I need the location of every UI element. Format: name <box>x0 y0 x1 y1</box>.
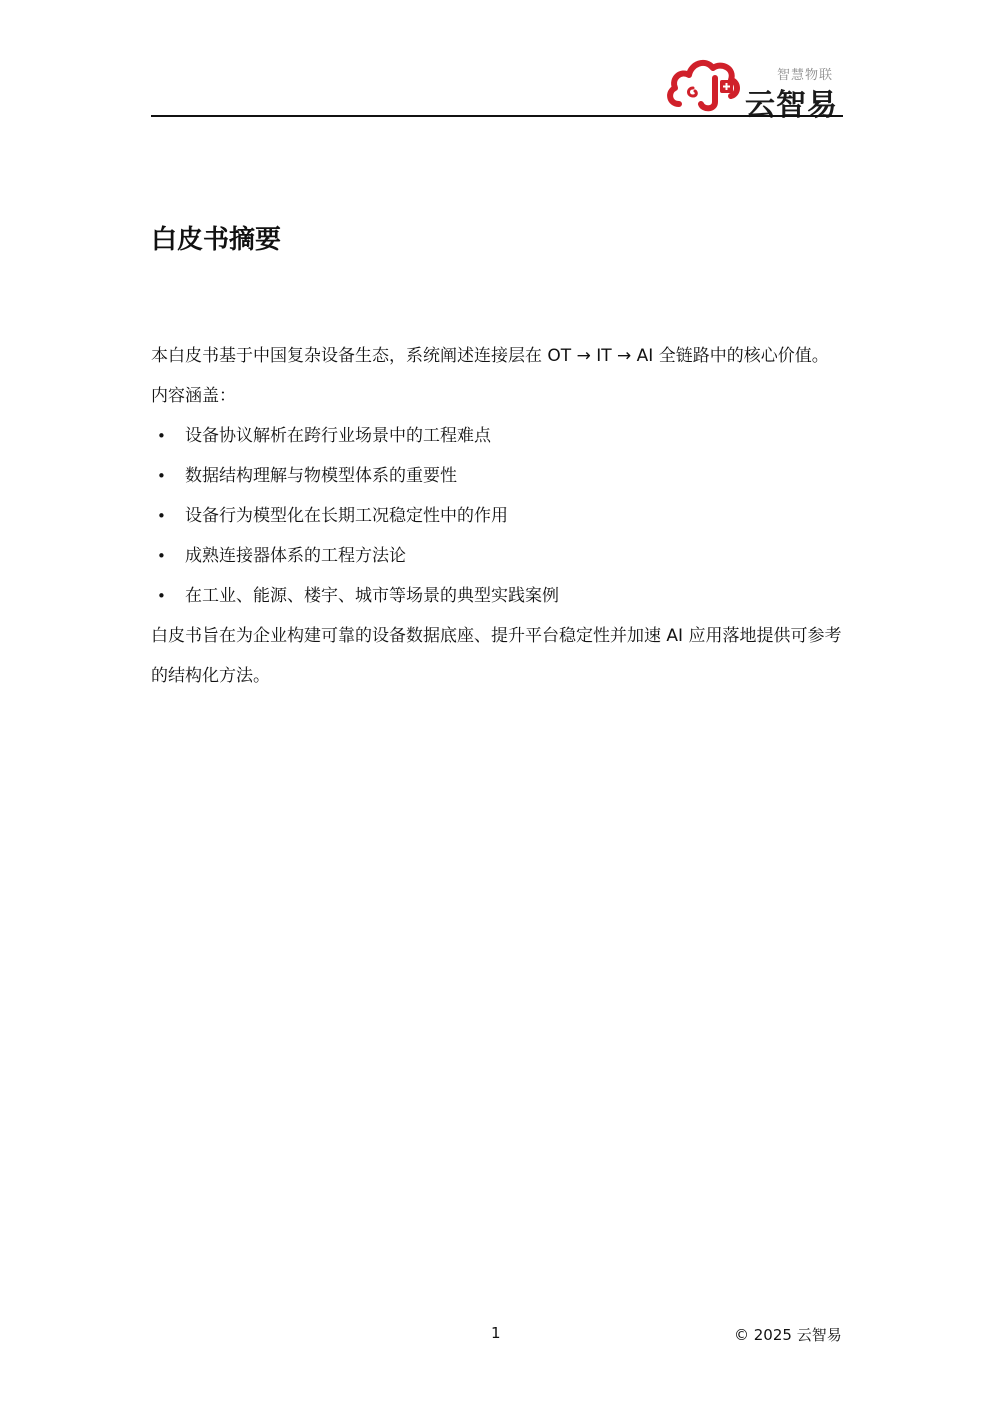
intro-paragraph: 本白皮书基于中国复杂设备生态，系统阐述连接层在 OT → IT → AI 全链路中的核心价值。 <box>151 346 829 366</box>
page-number: 1 <box>491 1324 501 1342</box>
list-item-text: 在工业、能源、楼宇、城市等场景的典型实践案例 <box>185 586 559 606</box>
header-divider <box>151 115 843 117</box>
page-title: 白皮书摘要 <box>151 225 282 255</box>
brand-logo <box>665 46 843 123</box>
list-item <box>151 496 843 536</box>
bullet-icon: • <box>157 427 166 445</box>
bullet-icon: • <box>157 467 166 485</box>
list-item <box>151 416 843 456</box>
bullet-icon: • <box>157 507 166 525</box>
bullet-icon: • <box>157 587 166 605</box>
copyright-notice: © 2025 云智易 <box>734 1326 842 1344</box>
logo-tagline: 智慧物联 <box>777 68 834 83</box>
list-item <box>151 536 843 576</box>
list-item-text: 数据结构理解与物模型体系的重要性 <box>185 466 457 486</box>
list-item-text: 成熟连接器体系的工程方法论 <box>185 546 406 566</box>
cloud-logo-icon <box>665 48 747 112</box>
list-item-text: 设备协议解析在跨行业场景中的工程难点 <box>185 426 491 446</box>
summary-body <box>151 336 843 696</box>
coverage-list <box>151 416 843 616</box>
coverage-label: 内容涵盖： <box>151 386 236 406</box>
list-item <box>151 456 843 496</box>
page-header <box>151 40 843 123</box>
logo-name: 云智易 <box>745 88 838 123</box>
conclusion-paragraph: 白皮书旨在为企业构建可靠的设备数据底座、提升平台稳定性并加速 AI 应用落地提供可参考的结构化方法。 <box>151 626 842 686</box>
list-item-text: 设备行为模型化在长期工况稳定性中的作用 <box>185 506 508 526</box>
list-item <box>151 576 843 616</box>
bullet-icon: • <box>157 547 166 565</box>
